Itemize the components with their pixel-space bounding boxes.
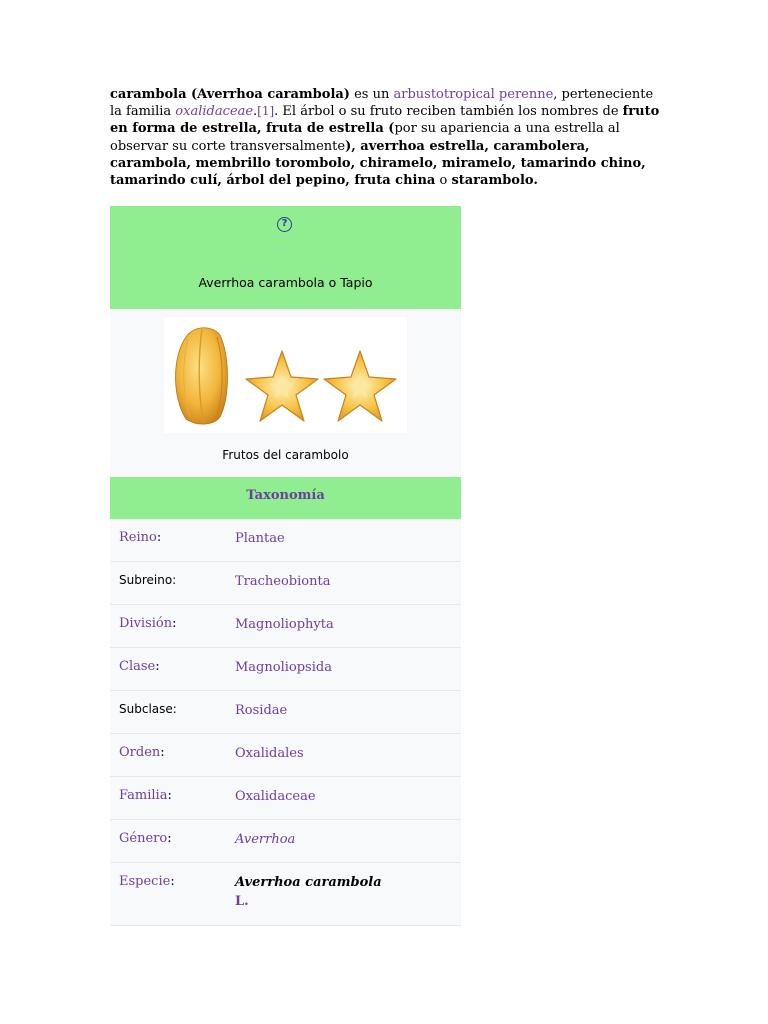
- taxon-value-subreino[interactable]: Tracheobionta: [235, 574, 331, 589]
- intro-bold-1: carambola (Averrhoa carambola): [110, 87, 350, 102]
- intro-bold-2: fruto en forma de estrella, fruta de estrella (: [110, 104, 660, 137]
- taxonomy-header[interactable]: Taxonomía: [110, 477, 461, 519]
- taxon-value-reino[interactable]: Plantae: [235, 531, 285, 546]
- intro-text-7: o: [435, 173, 452, 189]
- intro-text-6: por su apariencia a una estrella al observar su corte transversalmente: [110, 121, 620, 154]
- link-oxalidaceae[interactable]: oxalidaceae: [175, 104, 254, 120]
- intro-text-2: es un: [349, 87, 394, 102]
- intro-bold-3: ), averrhoa estrella, carambolera, carambola, membrillo torombolo, chiramelo, miramelo, tamarindo chino, tamarindo culí, árbol del pepino, fruta china: [110, 138, 646, 189]
- taxon-key-subreino: Subreino:: [119, 573, 177, 587]
- taxon-key-familia[interactable]: Familia:: [119, 788, 172, 803]
- taxonomy-row-reino: [110, 519, 461, 562]
- taxon-value-especie: Averrhoa carambola: [235, 875, 382, 890]
- taxon-key-subclase: Subclase:: [119, 702, 177, 716]
- taxon-key-division[interactable]: División:: [119, 616, 177, 631]
- taxon-author-link[interactable]: L.: [235, 894, 249, 909]
- taxonomy-infobox: [110, 206, 461, 926]
- taxon-value-genero[interactable]: Averrhoa: [235, 832, 296, 847]
- taxon-key-orden[interactable]: Orden:: [119, 745, 165, 760]
- taxon-value-orden[interactable]: Oxalidales: [235, 746, 304, 761]
- taxonomy-row-clase: [110, 648, 461, 691]
- carambola-fruit-image[interactable]: [164, 317, 407, 433]
- taxonomy-row-subreino: [110, 562, 461, 605]
- taxon-value-division[interactable]: Magnoliophyta: [235, 617, 334, 632]
- taxonomy-row-familia: [110, 777, 461, 820]
- star-slice-1: [246, 351, 318, 421]
- taxon-key-reino[interactable]: Reino:: [119, 530, 162, 545]
- taxonomy-row-subclase: [110, 691, 461, 734]
- infobox-title: Averrhoa carambola o Tapio: [198, 275, 373, 290]
- reference-link[interactable]: [1]: [257, 104, 275, 119]
- star-slice-2: [324, 351, 396, 421]
- link-arbustotropical[interactable]: arbustotropical perenne: [393, 87, 554, 102]
- infobox-image-area: [110, 309, 461, 477]
- taxon-key-genero[interactable]: Género:: [119, 831, 172, 846]
- intro-text-4: .: [253, 104, 258, 120]
- intro-bold-4: starambolo.: [451, 173, 538, 189]
- taxonomy-row-genero: [110, 820, 461, 863]
- intro-text-3: , perteneciente la familia: [110, 87, 654, 120]
- taxon-value-subclase[interactable]: Rosidae: [235, 703, 288, 718]
- taxon-key-clase[interactable]: Clase:: [119, 659, 160, 674]
- help-icon[interactable]: ?: [277, 217, 292, 232]
- intro-paragraph: [110, 86, 660, 189]
- infobox-header: [110, 206, 461, 309]
- taxonomy-row-division: [110, 605, 461, 648]
- taxonomy-row-orden: [110, 734, 461, 777]
- intro-text-5: . El árbol o su fruto reciben también los nombres de: [274, 104, 623, 120]
- taxon-value-clase[interactable]: Magnoliopsida: [235, 660, 332, 675]
- image-caption: Frutos del carambolo: [222, 448, 349, 462]
- taxon-value-familia[interactable]: Oxalidaceae: [235, 789, 316, 804]
- taxon-key-especie[interactable]: Especie:: [119, 874, 175, 889]
- taxonomy-row-especie: [110, 863, 461, 926]
- whole-fruit: [176, 328, 228, 424]
